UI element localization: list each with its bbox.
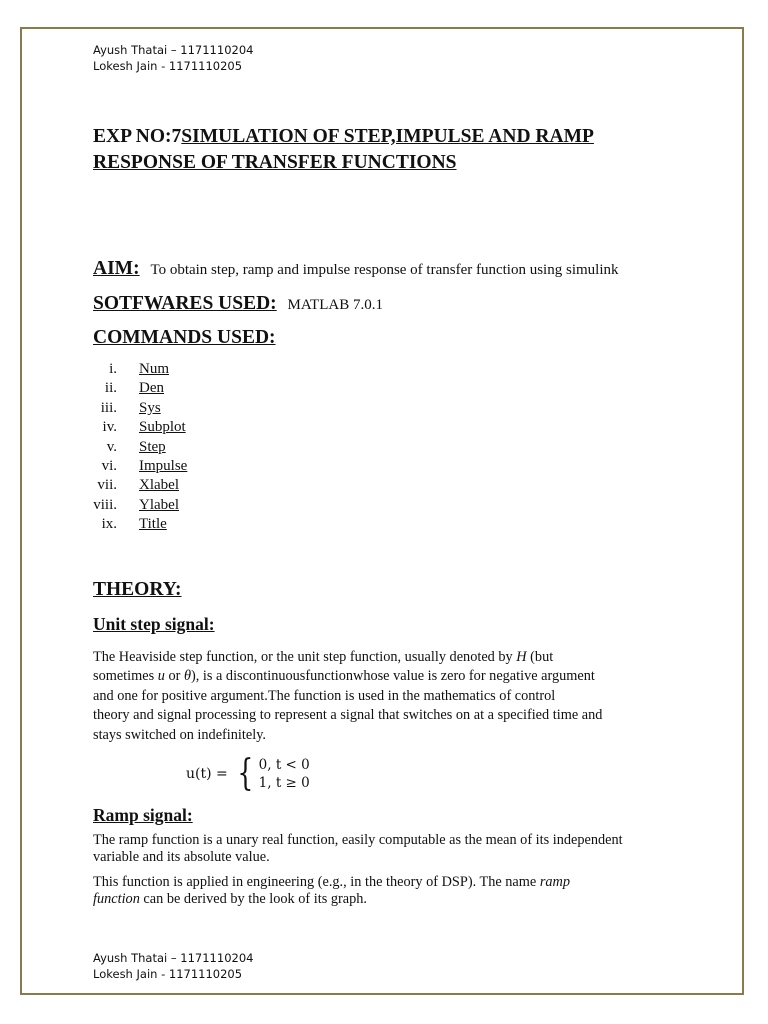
list-item [80, 360, 187, 379]
list-item-number: iii. [100, 399, 117, 416]
text-span: (but [526, 649, 554, 665]
symbol-u: u [157, 668, 165, 685]
list-item-text: Title [139, 516, 167, 533]
text-span: stays switched on indefinitely. [93, 726, 266, 743]
symbol-theta: θ [183, 668, 191, 685]
list-item [80, 476, 187, 495]
header-line-1: Ayush Thatai – 1171110204 [93, 43, 254, 57]
list-item [80, 399, 187, 418]
commands-heading [93, 326, 276, 350]
text-span: This function is applied in engineering (e.g., in the theory of DSP). The name [93, 874, 540, 890]
list-item [80, 438, 187, 457]
aim-label: AIM: [93, 258, 140, 279]
italic-function: function [93, 891, 140, 907]
equation-case-1: 0, t < 0 [258, 757, 310, 773]
list-item-text: Subplot [139, 419, 186, 436]
list-item-number: i. [109, 361, 117, 377]
text-span: theory and signal processing to represent a signal that switches on at a specified time and [93, 707, 603, 724]
list-item-number: vii. [97, 477, 117, 494]
list-item-number: ix. [101, 516, 117, 533]
list-item [80, 457, 187, 476]
list-item-text: Xlabel [139, 477, 179, 494]
list-item [80, 418, 187, 437]
software-label: SOTFWARES USED: [93, 293, 277, 314]
text-span: can be derived by the look of its graph. [139, 891, 367, 907]
software-section [93, 292, 383, 317]
text-span: or [164, 668, 184, 685]
equation-lhs: u(t) = [186, 766, 228, 782]
text-span: variable and its absolute value. [93, 849, 270, 865]
text-span: sometimes [93, 668, 158, 685]
text-span: The Heaviside step function, or the unit step function, usually denoted by [93, 649, 517, 665]
list-item-text: Den [139, 380, 164, 397]
unit-step-paragraph [93, 648, 693, 745]
aim-text: To obtain step, ramp and impulse response of transfer function using simulink [150, 262, 619, 278]
title-prefix: EXP NO:7 [93, 126, 182, 147]
italic-ramp: ramp [539, 874, 570, 890]
symbol-H: H [516, 649, 527, 665]
list-item-number: viii. [93, 496, 117, 513]
unit-step-equation [186, 753, 310, 794]
equation-case-2: 1, t ≥ 0 [258, 775, 310, 791]
list-item-text: Num [139, 361, 169, 377]
footer-line-2: Lokesh Jain - 1171110205 [93, 967, 243, 981]
ramp-paragraph-2 [93, 874, 693, 908]
header-line-2: Lokesh Jain - 1171110205 [93, 59, 243, 73]
text-span: ), is a discontinuousfunctionwhose value is zero for negative argument [190, 668, 595, 685]
title-part-1: SIMULATION OF STEP,IMPULSE AND RAMP [181, 126, 594, 147]
brace-glyph: { [237, 753, 254, 794]
page-header [93, 42, 253, 74]
ramp-heading: Ramp signal: [93, 805, 193, 825]
list-item-number: ii. [104, 380, 117, 397]
theory-heading [93, 578, 182, 602]
list-item-number: v. [106, 438, 117, 455]
unit-step-heading: Unit step signal: [93, 614, 215, 634]
commands-label: COMMANDS USED: [93, 327, 276, 348]
list-item-number: iv. [102, 419, 117, 436]
theory-label: THEORY: [93, 579, 182, 600]
footer-line-1: Ayush Thatai – 1171110204 [93, 951, 254, 965]
document-title [93, 124, 653, 176]
list-item-text: Ylabel [139, 496, 179, 513]
text-span: The ramp function is a unary real function, easily computable as the mean of its independent [93, 832, 623, 848]
commands-list [80, 360, 187, 535]
aim-section [93, 257, 619, 282]
text-span: and one for positive argument.The function is used in the mathematics of control [93, 687, 556, 704]
list-item [80, 515, 187, 534]
list-item-text: Step [139, 438, 166, 455]
title-part-2: RESPONSE OF TRANSFER FUNCTIONS [93, 152, 457, 173]
page-footer [93, 950, 253, 982]
list-item-text: Sys [139, 399, 161, 416]
software-text: MATLAB 7.0.1 [287, 297, 383, 313]
equation-cases [259, 756, 310, 792]
list-item [80, 379, 187, 398]
ramp-paragraph-1 [93, 832, 693, 866]
list-item-text: Impulse [139, 457, 188, 474]
list-item-number: vi. [101, 457, 117, 474]
list-item [80, 496, 187, 515]
